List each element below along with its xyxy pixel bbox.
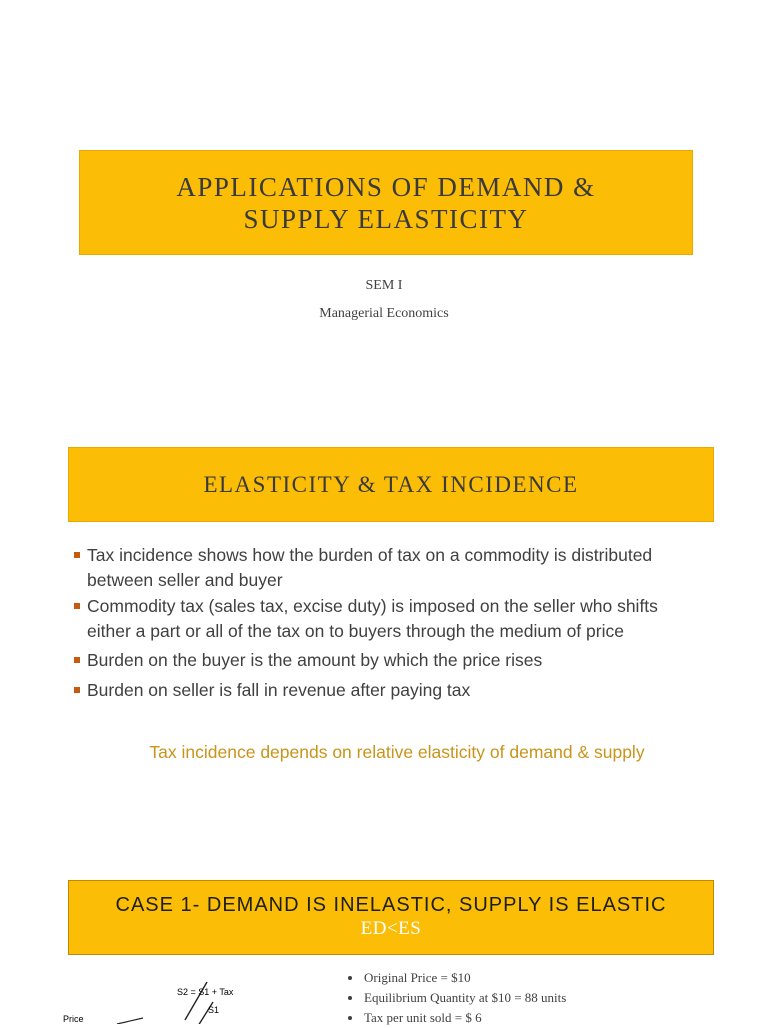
fact-item	[346, 968, 566, 988]
supply-shift-chart	[55, 980, 285, 1024]
bullet-text: Burden on the buyer is the amount by which the price rises	[87, 650, 543, 670]
s1-label: S1	[208, 1005, 220, 1015]
bullet-item	[74, 594, 714, 644]
case-facts-list	[346, 968, 566, 1028]
bullet-dot-icon	[348, 996, 352, 1000]
course-label: Managerial Economics	[319, 306, 449, 321]
axis-arrow	[117, 1018, 143, 1024]
fact-text: Equilibrium Quantity at $10 = 88 units	[364, 990, 567, 1005]
case-heading: CASE 1- DEMAND IS INELASTIC, SUPPLY IS ELASTIC	[115, 894, 667, 916]
semester-label: SEM I	[365, 278, 403, 293]
bullet-text: Tax incidence shows how the burden of tax on a commodity is distributed	[87, 545, 653, 565]
callout-text: Tax incidence depends on relative elasticity of demand & supply	[149, 742, 645, 762]
bullet-text-cont: either a part or all of the tax on to buyers through the medium of price	[87, 621, 624, 641]
s2-label: S2 = S1 + Tax	[177, 987, 234, 997]
bullet-marker-icon	[74, 687, 80, 693]
section-banner	[68, 447, 714, 522]
bullet-item	[74, 543, 714, 593]
fact-item	[346, 988, 566, 1008]
bullet-text-cont: between seller and buyer	[87, 570, 283, 590]
title-banner	[79, 150, 693, 255]
case-subheading: ED<ES	[360, 918, 422, 939]
case-banner	[68, 880, 714, 955]
fact-item	[346, 1008, 566, 1028]
bullet-item	[74, 678, 714, 703]
price-axis-label: Price	[63, 1014, 84, 1024]
slide-title	[176, 171, 595, 235]
bullet-item	[74, 648, 714, 673]
bullet-marker-icon	[74, 552, 80, 558]
slide-title-line2: SUPPLY ELASTICITY	[243, 203, 529, 234]
section-heading: ELASTICITY & TAX INCIDENCE	[203, 471, 579, 497]
bullet-dot-icon	[348, 1016, 352, 1020]
slide-title-line1: APPLICATIONS OF DEMAND &	[176, 171, 596, 202]
bullet-text: Commodity tax (sales tax, excise duty) is imposed on the seller who shifts	[87, 596, 658, 616]
bullet-text: Burden on seller is fall in revenue after paying tax	[87, 680, 471, 700]
bullet-marker-icon	[74, 657, 80, 663]
bullet-dot-icon	[348, 976, 352, 980]
fact-text: Original Price = $10	[364, 970, 471, 985]
bullet-list	[74, 543, 714, 708]
fact-text: Tax per unit sold = $ 6	[364, 1010, 482, 1025]
bullet-marker-icon	[74, 603, 80, 609]
